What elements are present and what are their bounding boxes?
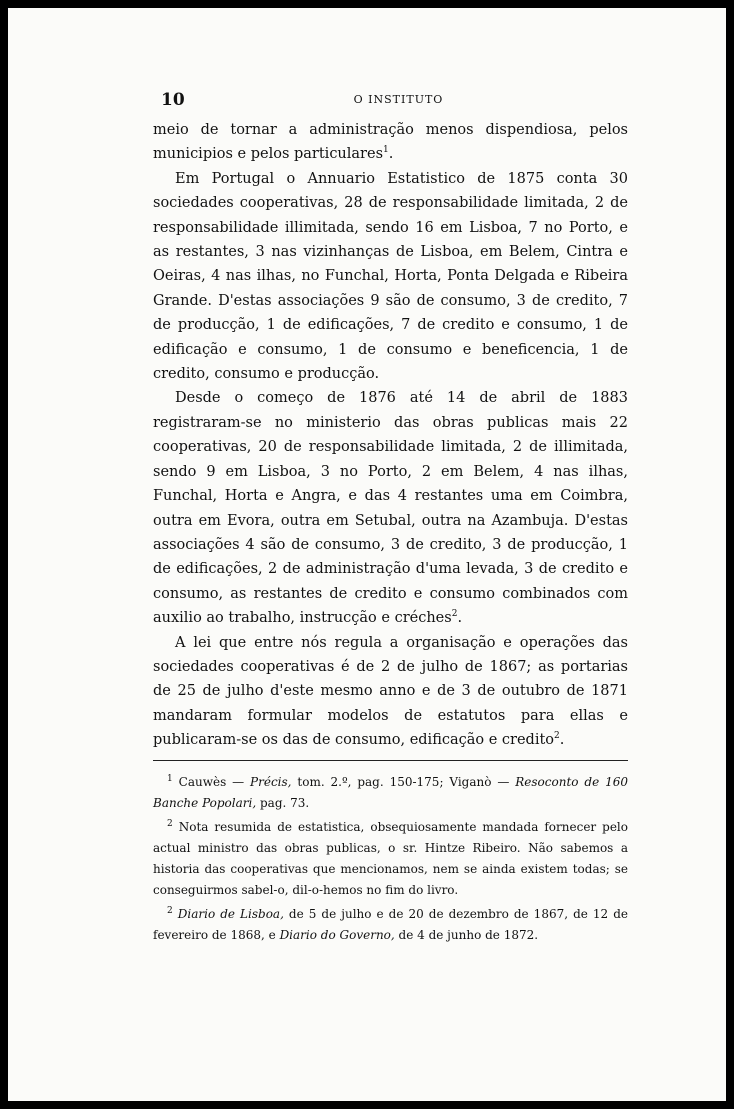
footnote-ref: 2 <box>554 731 560 742</box>
footnotes <box>153 772 628 948</box>
paragraph: Em Portugal o Annuario Estatistico de 1875 conta 30 sociedades cooperativas, 28 de responsabilidade limitada, 2 de responsabilidade illimitada, sendo 16 em Lisboa, 7 no Porto, e as restantes, 3 nas vizinhanças de Lisboa, em Belem, Cintra e Oeiras, 4 nas ilhas, no Funchal, Horta, Ponta Delgada e Ribeira Grande. D'estas associações 9 são de consumo, 3 de credito, 7 de producção, 1 de edificações, 7 de credito e consumo, 1 de edificação e consumo, 1 de consumo e beneficencia, 1 de credito, consumo e producção. <box>153 170 628 383</box>
running-title: O INSTITUTO <box>353 93 444 106</box>
paragraph: A lei que entre nós regula a organisação e operações das sociedades cooperativas é de 2 de julho de 1867; as portarias de 25 de julho d'este mesmo anno e de 3 de outubro de 1871 mandaram formular modelos de estatutos para ellas e publicaram-se os das de consumo, edificação e credito$^2$. <box>153 634 628 749</box>
footnote-divider <box>153 760 628 761</box>
paragraph: Desde o começo de 1876 até 14 de abril de 1883 registraram-se no ministerio das obras publicas mais 22 cooperativas, 20 de responsabilidade limitada, 2 de illimitada, sendo 9 em Lisboa, 3 no Porto, 2 em Belem, 4 nas ilhas, Funchal, Horta e Angra, e das 4 restantes uma em Coimbra, outra em Evora, outra em Setubal, outra na Azambuja. D'estas associações 4 são de consumo, 3 de credito, 3 de producção, 1 de edificações, 2 de administração d'uma levada, 3 de credito e consumo, as restantes de credito e consumo combinados com auxilio ao trabalho, instrucção e créches$^2$. <box>153 390 628 627</box>
footnote-ref: 1 <box>383 145 389 156</box>
paragraph: meio de tornar a administração menos dispendiosa, pelos municipios e pelos particulares$^1$. <box>153 122 628 163</box>
page-header <box>161 90 636 112</box>
page-number: 10 <box>161 90 185 110</box>
footnote: $^1$ Cauwès — Précis, tom. 2.º, pag. 150-175; Viganò — Resoconto de 160 Banche Popolari, pag. 73. <box>153 774 628 811</box>
body-text <box>153 118 628 753</box>
footnote-mark: 1 <box>167 774 173 784</box>
footnote-ref: 2 <box>451 609 458 620</box>
footnote-mark: 2 <box>167 818 173 829</box>
footnote: $^2$ Diario de Lisboa, de 5 de julho e de 20 de dezembro de 1867, de 12 de fevereiro de 1868, e Diario do Governo, de 4 de junho de 1872. <box>153 905 628 943</box>
footnote-mark: 2 <box>167 905 173 916</box>
footnote: $^2$ Nota resumida de estatistica, obsequiosamente mandada fornecer pelo actual ministro das obras publicas, o sr. Hintze Ribeiro. Não sabemos a historia das cooperativas que mencionamos, nem se ainda existem todas; se conseguirmos sabel-o, dil-o-hemos no fim do livro. <box>153 818 628 898</box>
